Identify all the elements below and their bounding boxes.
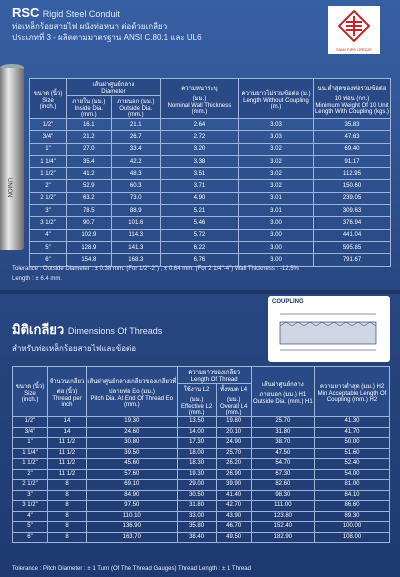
table-cell: 49.50 — [216, 532, 251, 543]
table-cell: 2" — [30, 180, 67, 192]
table-cell: 3.71 — [160, 180, 238, 192]
table-cell: 19.80 — [216, 417, 251, 428]
table-cell: 54.00 — [315, 469, 390, 480]
table-cell: 86.60 — [315, 501, 390, 512]
table-cell: 30.50 — [177, 490, 216, 501]
table-cell: 6" — [13, 532, 48, 543]
table-cell: 102.9 — [67, 229, 112, 241]
table-cell: 100.00 — [315, 522, 390, 533]
table-cell: 8 — [48, 490, 87, 501]
table-header-row — [30, 79, 391, 96]
product-code: RSC — [12, 5, 40, 20]
table-cell: 20.10 — [216, 427, 251, 438]
table-cell: 84.10 — [315, 490, 390, 501]
table-cell: 309.63 — [314, 205, 391, 217]
tolerance-note: Tolerance : Outside Diameter : ± 0.38 mm. (For 1/2"-2") , ± 0.64 mm. (For 2 1/4"-4") Wall Thickness : -12.5% — [12, 266, 299, 272]
table-cell: 33.4 — [111, 143, 160, 155]
logo-text: SIAM PIPE GROUP — [336, 47, 372, 52]
col-length: ความยาวไม่รวมข้อต่อ (ม.) Length Without Coupling (m.) — [238, 79, 313, 119]
table-cell: 41.2 — [67, 168, 112, 180]
col-pitch: เส้นผ่าศูนย์กลางเกลียวของเกลียวที่ปลายท่อ Eo (มม.) Pitch Dia. At End Of Thread Eo (mm.) — [87, 367, 178, 417]
table-cell: 3.01 — [238, 192, 313, 204]
table-cell: 3" — [30, 205, 67, 217]
col-thread-length: ความยาวของเกลียว Length Of Thread — [177, 367, 251, 384]
threads-body — [13, 417, 390, 543]
table-cell: 21.1 — [111, 119, 160, 131]
table-row — [13, 490, 390, 501]
table-cell: 45.60 — [87, 459, 178, 470]
col-inside-dia: ภายใน (มม.) Inside Dia. (mm.) — [67, 96, 112, 119]
threads-subtitle: สำหรับท่อเหล็กร้อยสายไฟและข้อต่อ — [12, 344, 137, 353]
table-cell: 2.64 — [160, 119, 238, 131]
table-cell: 31.80 — [251, 427, 314, 438]
table-row — [13, 511, 390, 522]
table-cell: 91.17 — [314, 155, 391, 167]
table-cell: 5.46 — [160, 217, 238, 229]
brand-logo — [328, 6, 380, 54]
table-cell: 168.3 — [111, 254, 160, 266]
table-row — [13, 501, 390, 512]
table-cell: 19.30 — [177, 469, 216, 480]
table-cell: 25.70 — [251, 417, 314, 428]
table-row — [30, 168, 391, 180]
table-cell: 2 1/2" — [13, 480, 48, 491]
table-cell: 3.00 — [238, 241, 313, 253]
title-row — [12, 6, 312, 21]
coupling-label: COUPLING — [272, 299, 304, 305]
table-cell: 13.50 — [177, 417, 216, 428]
table-cell: 42.70 — [216, 501, 251, 512]
table-cell: 154.8 — [67, 254, 112, 266]
table-cell: 24.90 — [216, 438, 251, 449]
table-cell: 3/4" — [30, 131, 67, 143]
table-cell: 11 1/2 — [48, 438, 87, 449]
table-cell: 3.00 — [238, 229, 313, 241]
table-cell: 3.01 — [238, 205, 313, 217]
table-cell: 90.7 — [67, 217, 112, 229]
table-cell: 5.72 — [160, 229, 238, 241]
table-row — [30, 155, 391, 167]
col-size: ขนาด (นิ้ว) Size (inch.) — [13, 367, 48, 417]
table-cell: 114.3 — [111, 229, 160, 241]
table-row — [13, 522, 390, 533]
table-row — [13, 469, 390, 480]
table-cell: 3/4" — [13, 427, 48, 438]
header — [12, 6, 312, 43]
conduit-spec-body — [30, 119, 391, 267]
table-row — [13, 417, 390, 428]
table-cell: 791.67 — [314, 254, 391, 266]
table-cell: 6.76 — [160, 254, 238, 266]
table-cell: 8 — [48, 511, 87, 522]
table-cell: 73.0 — [111, 192, 160, 204]
col-diameter: เส้นผ่าศูนย์กลาง Diameter — [67, 79, 161, 96]
threads-title-th: มิติเกลียว — [12, 322, 65, 337]
threads-table — [12, 366, 390, 543]
table-cell: 239.05 — [314, 192, 391, 204]
table-cell: 2" — [13, 469, 48, 480]
table-cell: 8 — [48, 480, 87, 491]
product-title: Rigid Steel Conduit — [42, 9, 120, 19]
table-cell: 51.60 — [315, 448, 390, 459]
table-cell: 63.2 — [67, 192, 112, 204]
table-cell: 5" — [30, 241, 67, 253]
table-cell: 1" — [30, 143, 67, 155]
table-cell: 2.72 — [160, 131, 238, 143]
table-row — [30, 229, 391, 241]
table-cell: 17.30 — [177, 438, 216, 449]
table-cell: 2 1/2" — [30, 192, 67, 204]
table-cell: 110.10 — [87, 511, 178, 522]
table-cell: 29.00 — [177, 480, 216, 491]
pipe-label: UNION — [6, 178, 12, 198]
table-row — [13, 532, 390, 543]
table-cell: 3.03 — [238, 119, 313, 131]
table-row — [30, 205, 391, 217]
table-cell: 128.9 — [67, 241, 112, 253]
divider — [0, 290, 400, 294]
table-cell: 48.3 — [111, 168, 160, 180]
table-cell: 54.70 — [251, 459, 314, 470]
col-od: เส้นผ่าศูนย์กลางภายนอก (มม.) H1 Outside Dia. (mm.) H1 — [251, 367, 314, 417]
table-row — [13, 427, 390, 438]
table-cell: 1 1/2" — [30, 168, 67, 180]
threads-title-en: Dimensions Of Threads — [67, 326, 163, 336]
table-cell: 182.90 — [251, 532, 314, 543]
col-coupling-length: ความยาวต่ำสุด (มม.) H2 Min Acceptable Length Of Coupling (mm.) H2 — [315, 367, 390, 417]
table-cell: 16.1 — [67, 119, 112, 131]
table-cell: 11 1/2 — [48, 469, 87, 480]
table-cell: 5.21 — [160, 205, 238, 217]
table-cell: 19.30 — [87, 417, 178, 428]
table-row — [30, 119, 391, 131]
table-cell: 4.90 — [160, 192, 238, 204]
pipe-image — [0, 68, 24, 250]
table-cell: 52.40 — [315, 459, 390, 470]
table-cell: 1/2" — [30, 119, 67, 131]
table-cell: 3" — [13, 490, 48, 501]
table-cell: 123.80 — [251, 511, 314, 522]
table-cell: 26.7 — [111, 131, 160, 143]
table-cell: 52.9 — [67, 180, 112, 192]
table-row — [30, 241, 391, 253]
table-cell: 4" — [30, 229, 67, 241]
table-row — [30, 143, 391, 155]
table-cell: 47.50 — [251, 448, 314, 459]
table-row — [13, 480, 390, 491]
table-cell: 97.50 — [87, 501, 178, 512]
table-cell: 6" — [30, 254, 67, 266]
table-row — [30, 217, 391, 229]
table-row — [30, 192, 391, 204]
standard-text: ประเภทที่ 3 - ผลิตตามมาตรฐาน ANSI C.80.1 และ UL6 — [12, 33, 202, 42]
col-size: ขนาด (นิ้ว) Size (inch.) — [30, 79, 67, 119]
table-cell: 35.83 — [314, 119, 391, 131]
table-row — [13, 438, 390, 449]
threads-title — [12, 319, 162, 340]
table-cell: 41.30 — [315, 417, 390, 428]
table-cell: 35.4 — [67, 155, 112, 167]
table-cell: 89.30 — [315, 511, 390, 522]
table-cell: 8 — [48, 501, 87, 512]
table-cell: 84.90 — [87, 490, 178, 501]
table-cell: 3 1/2" — [13, 501, 48, 512]
col-effective: ใช้งาน L2 (มม.) Effective L2 (mm.) — [177, 384, 216, 417]
table-cell: 595.85 — [314, 241, 391, 253]
table-cell: 441.04 — [314, 229, 391, 241]
table-cell: 5" — [13, 522, 48, 533]
table-cell: 42.2 — [111, 155, 160, 167]
table-cell: 3.00 — [238, 217, 313, 229]
table-cell: 26.90 — [216, 469, 251, 480]
table-cell: 67.30 — [251, 469, 314, 480]
table-cell: 152.40 — [251, 522, 314, 533]
table-cell: 11 1/2 — [48, 459, 87, 470]
table-row — [30, 254, 391, 266]
col-wall: ความหนาระบุ (มม.) Nominal Wall Thickness (mm.) — [160, 79, 238, 119]
table-cell: 4" — [13, 511, 48, 522]
table-header-row — [13, 367, 390, 384]
conduit-spec-table — [29, 78, 391, 267]
table-cell: 163.70 — [87, 532, 178, 543]
table-cell: 69.40 — [314, 143, 391, 155]
table-cell: 101.6 — [111, 217, 160, 229]
table-cell: 112.95 — [314, 168, 391, 180]
table-cell: 1 1/2" — [13, 459, 48, 470]
product-title-th: ท่อเหล็กร้อยสายไฟ ผนังท่อหนา ต่อด้วยเกลียว — [12, 22, 168, 31]
table-cell: 78.5 — [67, 205, 112, 217]
table-cell: 6.22 — [160, 241, 238, 253]
table-cell: 14 — [48, 427, 87, 438]
table-cell: 88.9 — [111, 205, 160, 217]
table-cell: 8 — [48, 532, 87, 543]
table-cell: 24.60 — [87, 427, 178, 438]
coupling-drawing — [268, 296, 390, 362]
table-cell: 60.3 — [111, 180, 160, 192]
table-cell: 3.00 — [238, 254, 313, 266]
table-cell: 43.90 — [216, 511, 251, 522]
table-row — [30, 180, 391, 192]
table-cell: 98.30 — [251, 490, 314, 501]
table-cell: 11 1/2 — [48, 448, 87, 459]
coupling-diagram — [268, 296, 390, 362]
table-cell: 25.70 — [216, 448, 251, 459]
table-cell: 3.02 — [238, 180, 313, 192]
col-overall: ทั้งหมด L4 (มม.) Overall L4 (mm.) — [216, 384, 251, 417]
table-cell: 57.60 — [87, 469, 178, 480]
table-cell: 14 — [48, 417, 87, 428]
table-cell: 41.70 — [315, 427, 390, 438]
table-cell: 150.60 — [314, 180, 391, 192]
logo-mark-icon — [338, 10, 370, 42]
table-cell: 3.02 — [238, 168, 313, 180]
table-cell: 1 1/4" — [30, 155, 67, 167]
table-cell: 141.3 — [111, 241, 160, 253]
table-cell: 81.00 — [315, 480, 390, 491]
table-cell: 111.00 — [251, 501, 314, 512]
table-cell: 39.50 — [87, 448, 178, 459]
table-cell: 3.20 — [160, 143, 238, 155]
table-cell: 46.70 — [216, 522, 251, 533]
table-cell: 8 — [48, 522, 87, 533]
table-cell: 31.80 — [177, 501, 216, 512]
col-tpi: จำนวนเกลียว ต่อ (นิ้ว) Thread per inch — [48, 367, 87, 417]
table-cell: 1" — [13, 438, 48, 449]
table-cell: 3.03 — [238, 131, 313, 143]
length-tolerance: Length : ± 6.4 mm. — [12, 276, 62, 282]
table-cell: 35.80 — [177, 522, 216, 533]
threads-section-heading — [12, 319, 162, 355]
table-cell: 21.2 — [67, 131, 112, 143]
col-weight: นน.ต่ำสุดของท่อรวมข้อต่อ 10 ท่อน (กก.) Minimum Weight Of 10 Unit Length With Coupling (kgs.) — [314, 79, 391, 119]
table-cell: 136.90 — [87, 522, 178, 533]
table-cell: 82.60 — [251, 480, 314, 491]
table-row — [30, 131, 391, 143]
table-cell: 39.90 — [216, 480, 251, 491]
col-outside-dia: ภายนอก (มม.) Outside Dia. (mm.) — [111, 96, 160, 119]
table-cell: 376.94 — [314, 217, 391, 229]
table-cell: 3.02 — [238, 155, 313, 167]
table-row — [13, 459, 390, 470]
table-cell: 30.80 — [87, 438, 178, 449]
table-cell: 41.40 — [216, 490, 251, 501]
thread-tolerance-note: Tolerance : Pitch Diameter : ± 1 Turn (Of The Thread Gauges) Thread Length : ± 1 Thread — [12, 566, 251, 572]
table-cell: 69.10 — [87, 480, 178, 491]
table-cell: 108.00 — [315, 532, 390, 543]
table-cell: 1 1/4" — [13, 448, 48, 459]
table-cell: 18.30 — [177, 459, 216, 470]
table-row — [13, 448, 390, 459]
table-cell: 14.00 — [177, 427, 216, 438]
table-cell: 3.51 — [160, 168, 238, 180]
table-cell: 27.0 — [67, 143, 112, 155]
table-cell: 3.38 — [160, 155, 238, 167]
table-cell: 26.20 — [216, 459, 251, 470]
table-cell: 1/2" — [13, 417, 48, 428]
table-cell: 3 1/2" — [30, 217, 67, 229]
table-cell: 47.63 — [314, 131, 391, 143]
table-cell: 33.00 — [177, 511, 216, 522]
table-cell: 50.00 — [315, 438, 390, 449]
table-cell: 38.40 — [177, 532, 216, 543]
table-cell: 18.00 — [177, 448, 216, 459]
table-cell: 3.02 — [238, 143, 313, 155]
table-cell: 38.70 — [251, 438, 314, 449]
